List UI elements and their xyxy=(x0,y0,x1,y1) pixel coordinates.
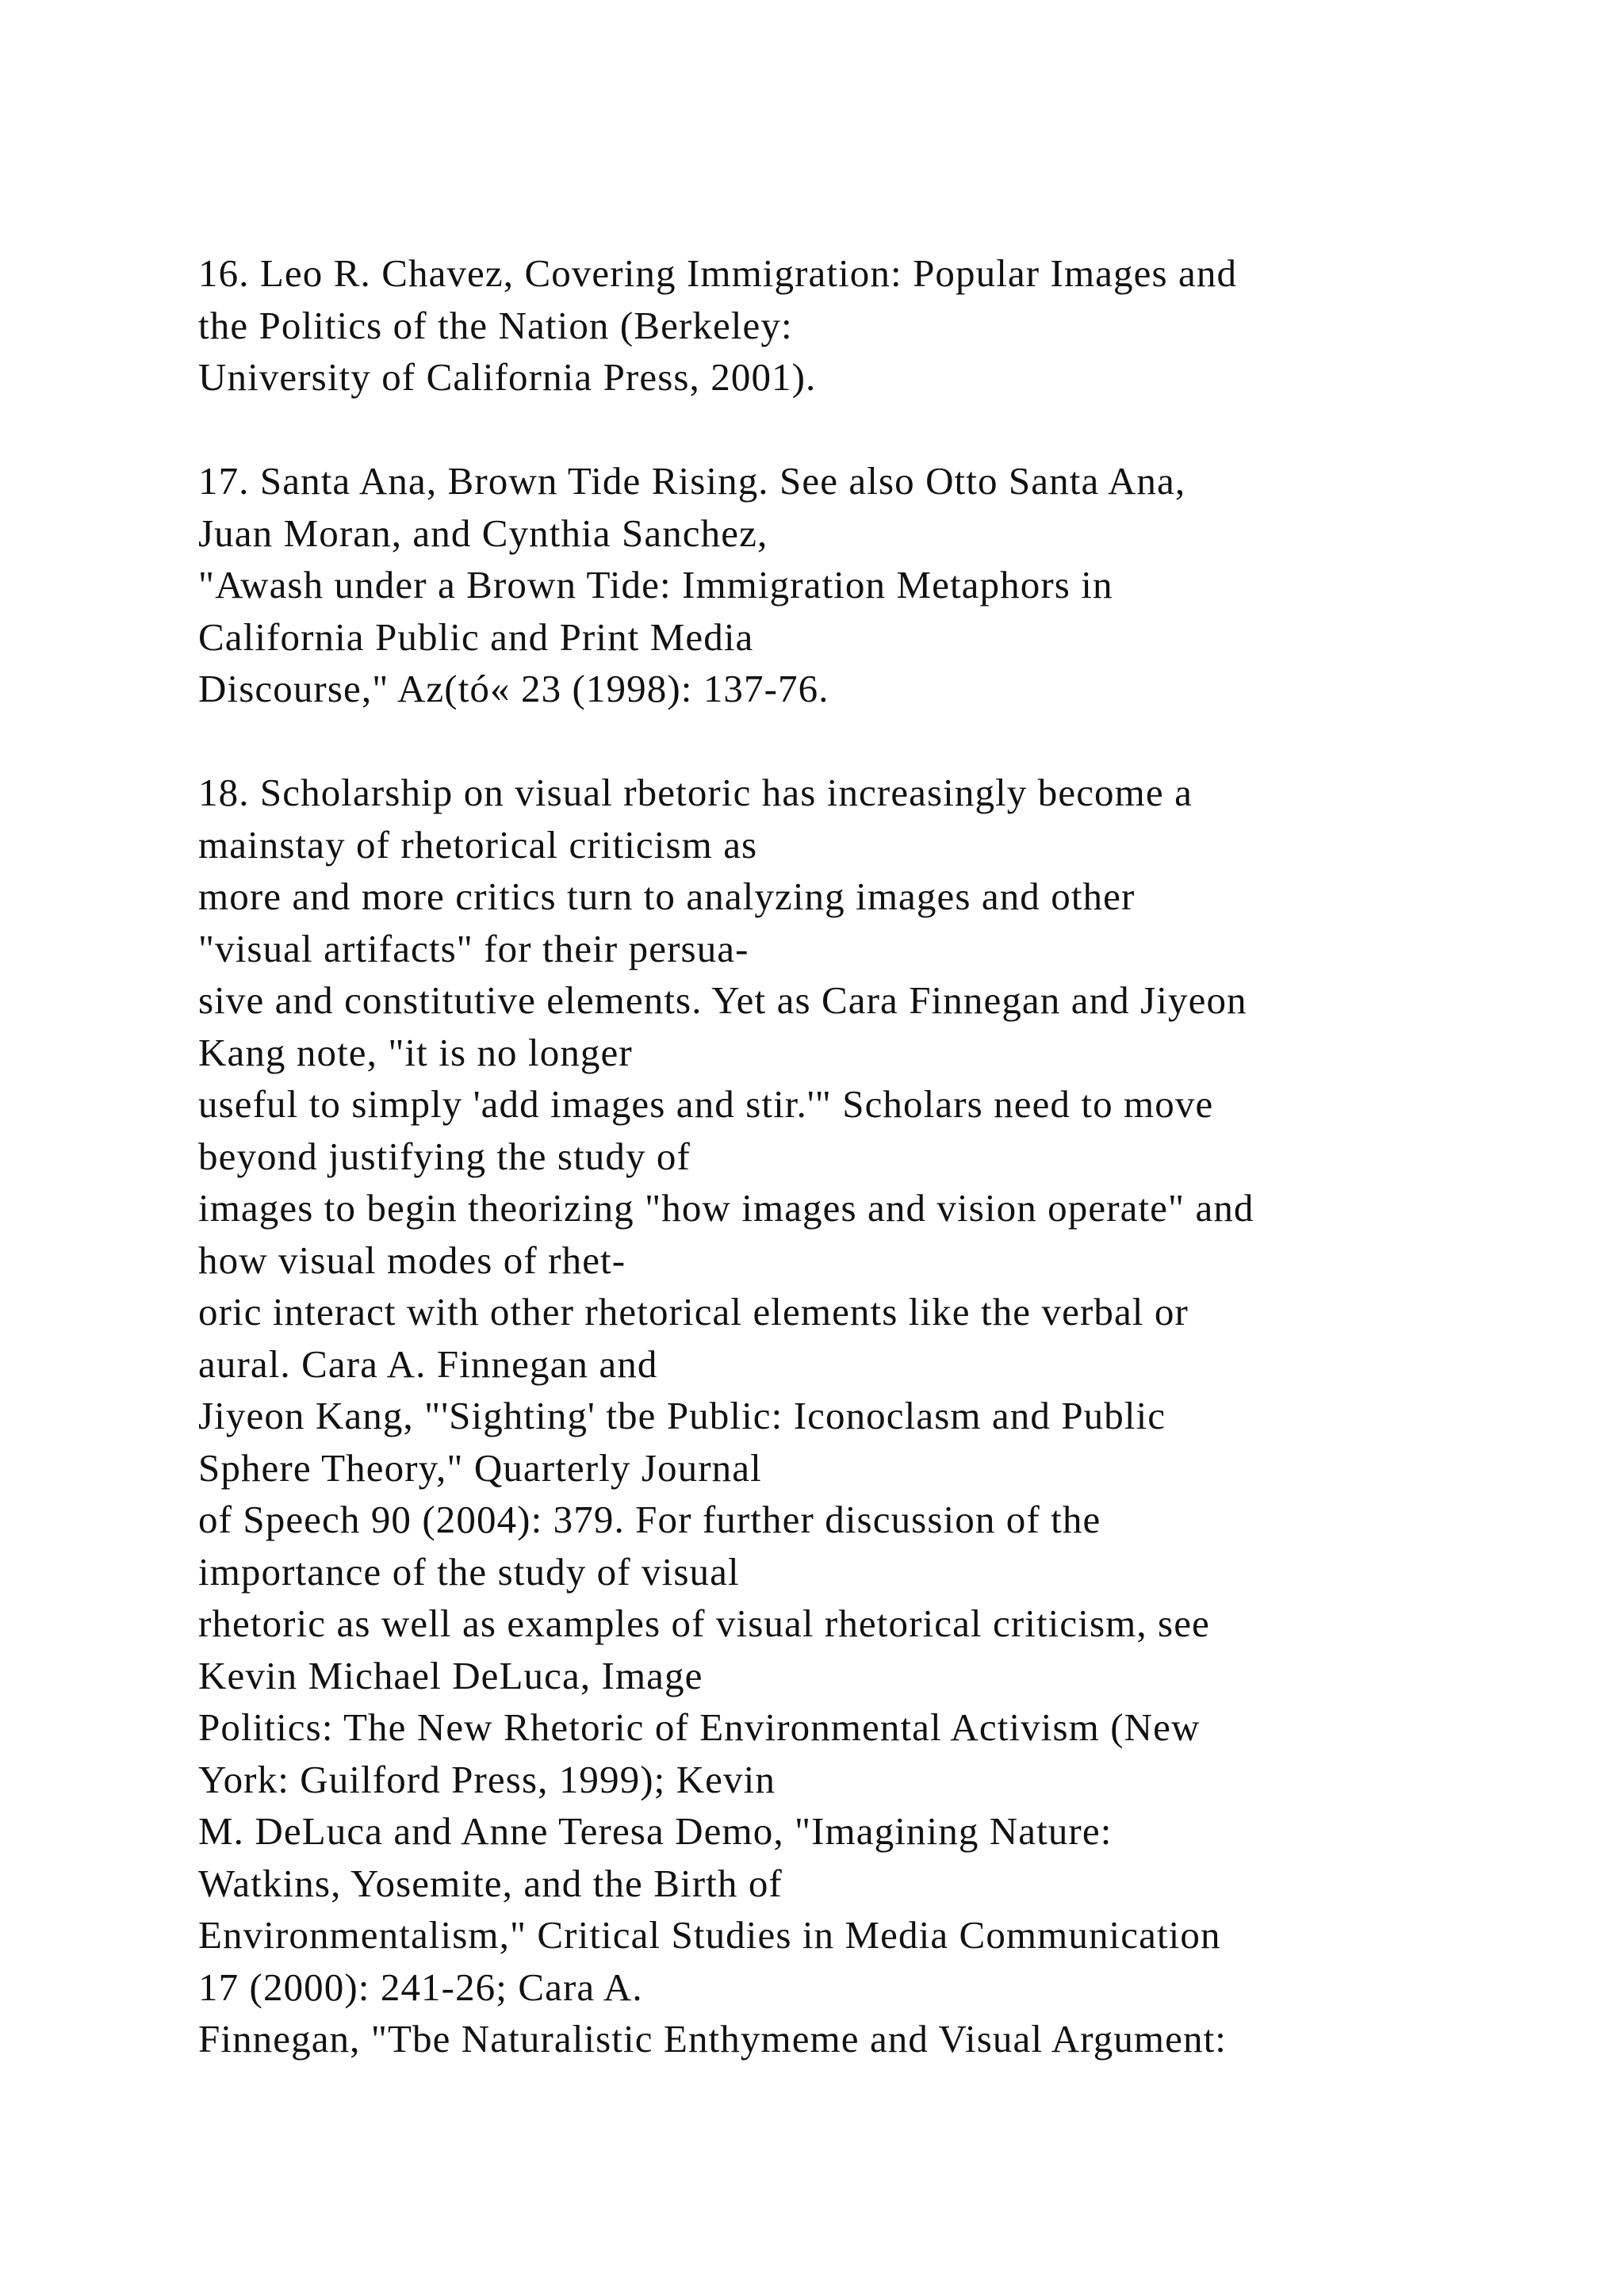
text-line: the Politics of the Nation (Berkeley: xyxy=(198,303,793,347)
note-18 xyxy=(198,767,1610,2065)
text-line: Watkins, Yosemite, and the Birth of xyxy=(198,1861,783,1905)
text-line: 16. Leo R. Chavez, Covering Immigration: Popular Images and xyxy=(198,251,1238,295)
note-16 xyxy=(198,247,1610,404)
text-line: beyond justifying the study of xyxy=(198,1134,691,1178)
text-line: sive and constitutive elements. Yet as Cara Finnegan and Jiyeon xyxy=(198,978,1247,1022)
text-line: importance of the study of visual xyxy=(198,1549,740,1594)
text-line: University of California Press, 2001). xyxy=(198,355,817,399)
text-line: 17. Santa Ana, Brown Tide Rising. See also Otto Santa Ana, xyxy=(198,459,1186,503)
text-line: mainstay of rhetorical criticism as xyxy=(198,822,758,867)
text-line: of Speech 90 (2004): 379. For further discussion of the xyxy=(198,1498,1101,1541)
text-line: images to begin theorizing "how images and vision operate" and xyxy=(198,1186,1254,1230)
note-17 xyxy=(198,455,1610,715)
text-line: Environmentalism," Critical Studies in Media Communication xyxy=(198,1913,1221,1957)
text-line: "visual artifacts" for their persua- xyxy=(198,926,749,970)
text-line: "Awash under a Brown Tide: Immigration Metaphors in xyxy=(198,563,1113,607)
text-line: Finnegan, "Tbe Naturalistic Enthymeme and Visual Argument: xyxy=(198,2017,1228,2061)
text-line: York: Guilford Press, 1999); Kevin xyxy=(198,1757,776,1801)
text-line: Juan Moran, and Cynthia Sanchez, xyxy=(198,511,768,555)
text-line: Discourse," Az(tó« 23 (1998): 137-76. xyxy=(198,667,829,710)
text-line: aural. Cara A. Finnegan and xyxy=(198,1341,658,1386)
text-line: M. DeLuca and Anne Teresa Demo, "Imagining Nature: xyxy=(198,1809,1113,1853)
text-line: Kang note, "it is no longer xyxy=(198,1030,633,1074)
text-line: oric interact with other rhetorical elements like the verbal or xyxy=(198,1290,1189,1334)
text-line: rhetoric as well as examples of visual rhetorical criticism, see xyxy=(198,1601,1210,1645)
text-line: 18. Scholarship on visual rbetoric has increasingly become a xyxy=(198,771,1193,814)
text-line: California Public and Print Media xyxy=(198,614,754,659)
text-line: Jiyeon Kang, "'Sighting' tbe Public: Iconoclasm and Public xyxy=(198,1394,1166,1437)
text-line: how visual modes of rhet- xyxy=(198,1238,626,1282)
text-line: more and more critics turn to analyzing images and other xyxy=(198,874,1136,918)
text-line: Politics: The New Rhetoric of Environmental Activism (New xyxy=(198,1705,1201,1749)
text-line: 17 (2000): 241-26; Cara A. xyxy=(198,1965,643,2009)
notes-body xyxy=(198,247,1610,2117)
text-line: Kevin Michael DeLuca, Image xyxy=(198,1653,703,1697)
text-line: useful to simply 'add images and stir.'" Scholars need to move xyxy=(198,1082,1214,1126)
text-line: Sphere Theory," Quarterly Journal xyxy=(198,1445,762,1490)
